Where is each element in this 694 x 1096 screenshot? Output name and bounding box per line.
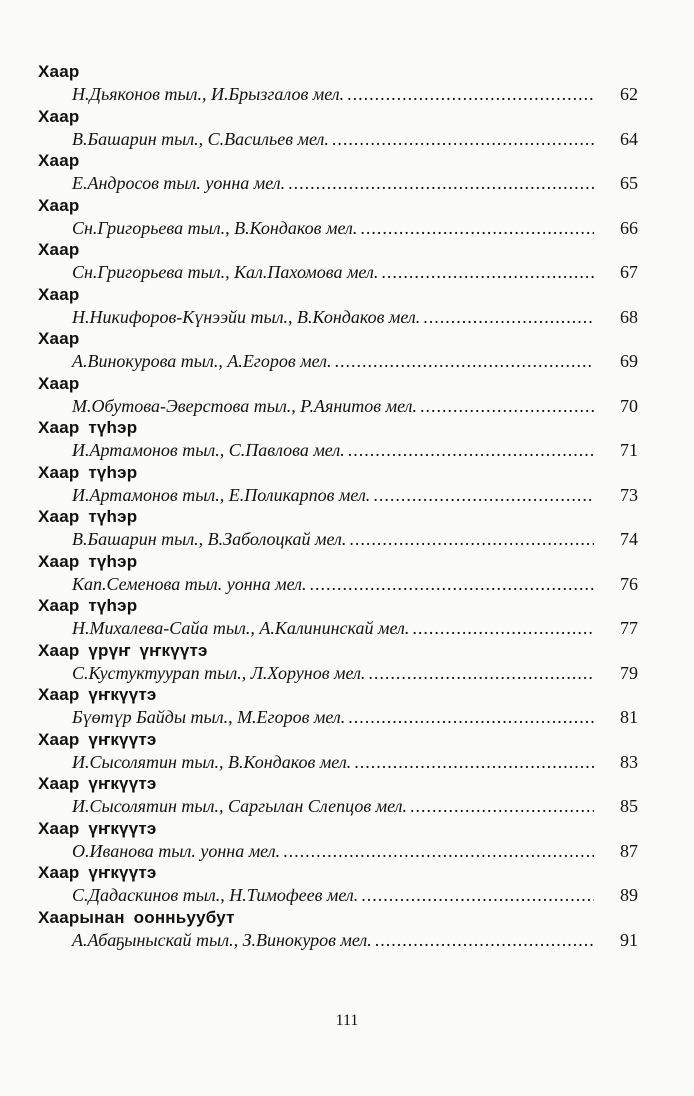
entry-page-number: 68 [620,306,638,327]
entry-title: Хаар түһэр [38,462,138,482]
entry-authors: Бүөтүр Байды тыл., М.Егоров мел. [72,707,346,727]
entry-title: Хаар [38,284,80,304]
entry-title: Хаар [38,106,80,126]
entry-authors: А.Абаҕыныскай тыл., З.Винокуров мел. [72,929,372,950]
toc-entry [38,107,638,152]
entry-line [72,528,638,550]
entry-title: Хаар үҥкүүтэ [38,774,157,793]
entry-line [72,439,638,461]
entry-authors: Сн.Григорьева тыл., Кал.Пахомова мел. [72,262,379,282]
entry-title: Хаар үҥкүүтэ [38,863,157,882]
entry-authors: Н.Михалева-Сайа тыл., А.Калининскай мел. [72,618,410,638]
entry-line [72,706,638,728]
entry-line [72,929,638,951]
toc-entry [38,641,638,686]
dot-leader [348,706,594,728]
entry-authors: В.Башарин тыл., С.Васильев мел. [72,128,329,149]
entry-page-number: 73 [620,484,638,505]
entry-page-number: 85 [620,796,638,816]
entry-authors: В.Башарин тыл., В.Заболоцкай мел. [72,529,347,549]
entry-page-number: 81 [620,707,638,727]
dot-leader [347,83,594,105]
dot-leader [410,795,594,817]
toc-entry [38,507,638,552]
toc-entry [38,730,638,775]
toc-entry [38,463,638,508]
entry-line [72,484,638,506]
dot-leader [423,306,594,328]
entry-title: Хаар үҥкүүтэ [38,729,157,749]
entry-authors: С.Дадаскинов тыл., Н.Тимофеев мел. [72,885,359,905]
entry-page-number: 87 [620,840,638,861]
entry-title: Хаар [38,151,80,170]
entry-line [72,128,638,150]
entry-authors: О.Иванова тыл. уонна мел. [72,840,281,861]
entry-authors: Н.Дьяконов тыл., И.Брызгалов мел. [72,84,345,104]
dot-leader [373,484,594,506]
entry-page-number: 66 [620,217,638,238]
toc-entry [38,596,638,641]
entry-authors: И.Сысолятин тыл., Саргылан Слепцов мел. [72,796,408,816]
entry-page-number: 79 [620,662,638,683]
table-of-contents [38,62,638,952]
entry-authors: С.Кустуктуурап тыл., Л.Хорунов мел. [72,662,366,683]
entry-title: Хаар [38,329,80,348]
entry-title: Хаарынан оонньуубут [38,907,235,927]
entry-page-number: 71 [620,440,638,460]
dot-leader [349,528,594,550]
toc-entry [38,552,638,597]
toc-entry [38,62,638,107]
entry-line [72,662,638,684]
toc-entry [38,329,638,374]
entry-page-number: 69 [620,351,638,371]
entry-page-number: 70 [620,395,638,416]
entry-page-number: 64 [620,128,638,149]
entry-title: Хаар [38,195,80,215]
entry-authors: Кап.Семенова тыл. уонна мел. [72,573,307,594]
entry-title: Хаар түһэр [38,551,138,571]
entry-line [72,751,638,773]
toc-entry [38,285,638,330]
entry-title: Хаар түһэр [38,418,138,437]
entry-line [72,172,638,194]
dot-leader [412,617,594,639]
entry-line [72,306,638,328]
entry-line [72,573,638,595]
entry-page-number: 74 [620,529,638,549]
entry-title: Хаар түһэр [38,507,138,526]
page-number: 111 [335,1012,359,1029]
toc-entry [38,685,638,730]
entry-authors: Сн.Григорьева тыл., В.Кондаков мел. [72,217,358,238]
entry-authors: Е.Андросов тыл. уонна мел. [72,173,286,193]
toc-entry [38,863,638,908]
toc-entry [38,774,638,819]
entry-title: Хаар түһэр [38,596,138,615]
entry-page-number: 77 [620,618,638,638]
entry-page-number: 65 [620,173,638,193]
toc-entry [38,374,638,419]
dot-leader [348,439,594,461]
toc-entry [38,151,638,196]
entry-page-number: 67 [620,262,638,282]
entry-line [72,350,638,372]
entry-line [72,395,638,417]
entry-title: Хаар үҥкүүтэ [38,818,157,838]
toc-entry [38,908,638,953]
entry-page-number: 89 [620,885,638,905]
entry-page-number: 91 [620,929,638,950]
toc-entry [38,418,638,463]
entry-title: Хаар [38,373,80,393]
entry-page-number: 83 [620,751,638,772]
entry-page-number: 76 [620,573,638,594]
entry-line [72,795,638,817]
entry-line [72,217,638,239]
entry-authors: И.Артамонов тыл., Е.Поликарпов мел. [72,484,371,505]
toc-entry [38,196,638,241]
dot-leader [420,395,594,417]
entry-title: Хаар [38,62,80,81]
dot-leader [332,128,594,150]
dot-leader [288,172,594,194]
toc-entry [38,819,638,864]
dot-leader [375,929,594,951]
dot-leader [283,840,594,862]
dot-leader [361,884,594,906]
entry-line [72,617,638,639]
dot-leader [368,662,594,684]
entry-title: Хаар [38,240,80,259]
entry-page-number: 62 [620,84,638,104]
entry-authors: М.Обутова-Эверстова тыл., Р.Аянитов мел. [72,395,417,416]
entry-authors: И.Артамонов тыл., С.Павлова мел. [72,440,345,460]
entry-title: Хаар үрүҥ үҥкүүтэ [38,640,208,660]
dot-leader [360,217,594,239]
entry-authors: И.Сысолятин тыл., В.Кондаков мел. [72,751,352,772]
entry-line [72,261,638,283]
dot-leader [309,573,594,595]
dot-leader [335,350,594,372]
entry-authors: А.Винокурова тыл., А.Егоров мел. [72,351,332,371]
entry-title: Хаар үҥкүүтэ [38,685,157,704]
entry-line [72,884,638,906]
entry-line [72,840,638,862]
entry-line [72,83,638,105]
toc-entry [38,240,638,285]
entry-authors: Н.Никифоров-Күнээйи тыл., В.Кондаков мел. [72,306,421,327]
dot-leader [354,751,594,773]
dot-leader [381,261,594,283]
